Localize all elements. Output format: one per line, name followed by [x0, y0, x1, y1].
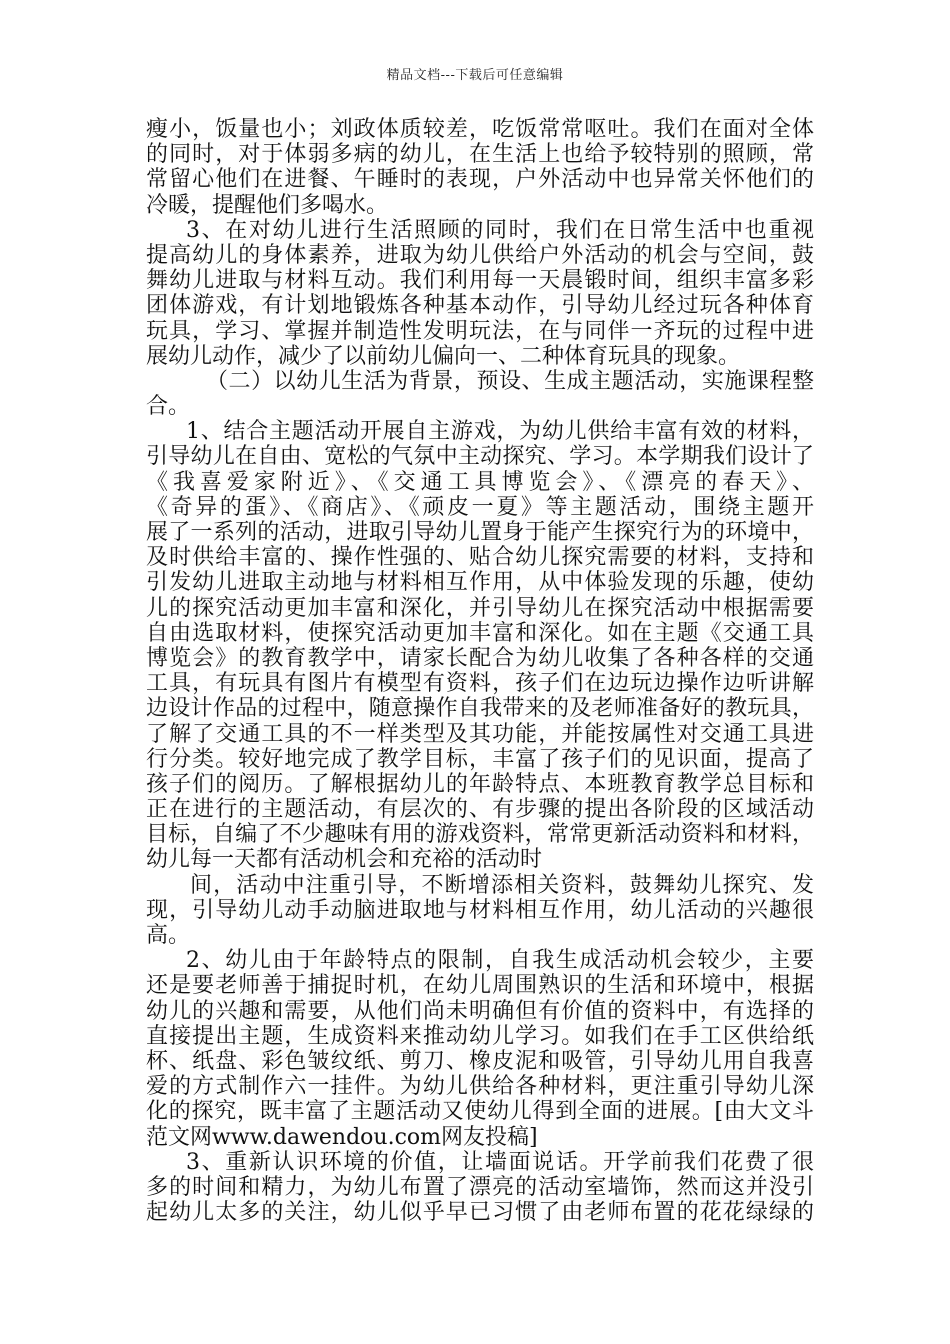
text-line: （二）以幼儿生活为背景，预设、生成主题活动，实施课程整 [206, 368, 814, 394]
text-line: 目标，自编了不少趣味有用的游戏资料，常常更新活动资料和材料， [146, 822, 814, 848]
text-line: 团体游戏，有计划地锻炼各种基本动作，引导幼儿经过玩各种体育 [146, 293, 814, 319]
text-line: 博览会》的教育教学中，请家长配合为幼儿收集了各种各样的交通 [146, 645, 814, 671]
text-line: 了解了交通工具的不一样类型及其功能，并能按属性对交通工具进 [146, 721, 814, 747]
text-line: 还是要老师善于捕捉时机，在幼儿周围熟识的生活和环境中，根据 [146, 973, 814, 999]
text-line: 直接提出主题，生成资料来推动幼儿学习。如我们在手工区供给纸 [146, 1023, 814, 1049]
text-line: 3、重新认识环境的价值，让墙面说话。开学前我们花费了很 [186, 1149, 814, 1175]
text-line: 幼儿的兴趣和需要，从他们尚未明确但有价值的资料中，有选择的 [146, 998, 814, 1024]
text-line: 展幼儿动作，减少了以前幼儿偏向一、二种体育玩具的现象。 [146, 343, 741, 369]
text-line: 及时供给丰富的、操作性强的、贴合幼儿探究需要的材料，支持和 [146, 545, 814, 571]
text-line: 爱的方式制作六一挂件。为幼儿供给各种材料，更注重引导幼儿深 [146, 1074, 814, 1100]
text-line: 展了一系列的活动，进取引导幼儿置身于能产生探究行为的环境中， [146, 520, 814, 545]
text-line: 杯、纸盘、彩色皱纹纸、剪刀、橡皮泥和吸管，引导幼儿用自我喜 [146, 1048, 814, 1074]
document-body [146, 117, 814, 1225]
text-line: 瘦小，饭量也小；刘政体质较差，吃饭常常呕吐。我们在面对全体 [146, 117, 814, 142]
text-line: 《我喜爱家附近》、《交通工具博览会》、《漂亮的春天》、 [146, 469, 814, 495]
text-line: 2、幼儿由于年龄特点的限制，自我生成活动机会较少，主要 [186, 948, 814, 974]
text-line: 孩子们的阅历。了解根据幼儿的年龄特点、本班教育教学总目标和 [146, 771, 814, 797]
text-line: 起幼儿太多的关注，幼儿似乎早已习惯了由老师布置的花花绿绿的 [146, 1200, 814, 1226]
text-line: 多的时间和精力，为幼儿布置了漂亮的活动室墙饰，然而这并没引 [146, 1174, 814, 1200]
text-line: 正在进行的主题活动，有层次的、有步骤的提出各阶段的区域活动 [146, 797, 814, 823]
text-line: 自由选取材料，使探究活动更加丰富和深化。如在主题《交通工具 [146, 620, 814, 646]
text-line: 幼儿每一天都有活动机会和充裕的活动时 [146, 847, 543, 873]
text-line: 间，活动中注重引导，不断增添相关资料，鼓舞幼儿探究、发 [190, 872, 814, 898]
text-line: 3、在对幼儿进行生活照顾的同时，我们在日常生活中也重视 [186, 217, 814, 243]
page-header: 精品文档---下载后可任意编辑 [386, 68, 564, 83]
text-line: 1、结合主题活动开展自主游戏，为幼儿供给丰富有效的材料， [186, 419, 814, 445]
text-line: 常留心他们在进餐、午睡时的表现，户外活动中也异常关怀他们的 [146, 167, 814, 193]
text-line: 高。 [146, 923, 191, 948]
text-line: 引导幼儿在自由、宽松的气氛中主动探究、学习。本学期我们设计了 [146, 444, 814, 470]
text-line: 儿的探究活动更加丰富和深化，并引导幼儿在探究活动中根据需要 [146, 595, 814, 621]
text-line: 合。 [146, 394, 191, 420]
text-line: 冷暖，提醒他们多喝水。 [146, 192, 389, 218]
text-line: 工具，有玩具有图片有模型有资料，孩子们在边玩边操作边听讲解 [146, 671, 814, 697]
text-line: 现，引导幼儿动手动脑进取地与材料相互作用，幼儿活动的兴趣很 [146, 897, 814, 923]
text-line: 《奇异的蛋》、《商店》、《顽皮一夏》等主题活动，围绕主题开 [146, 494, 814, 520]
text-line: 边设计作品的过程中，随意操作自我带来的及老师准备好的教玩具， [146, 696, 814, 722]
text-line: 化的探究，既丰富了主题活动又使幼儿得到全面的进展。[由大文斗 [146, 1099, 814, 1125]
text-line: 的同时，对于体弱多病的幼儿，在生活上也给予较特别的照顾，常 [146, 142, 814, 168]
text-line: 行分类。较好地完成了教学目标，丰富了孩子们的见识面，提高了 [146, 746, 814, 772]
text-line: 玩具，学习、掌握并制造性发明玩法，在与同伴一齐玩的过程中进 [146, 318, 814, 344]
text-line: 范文网www.dawendou.com网友投稿] [146, 1124, 538, 1150]
text-line: 提高幼儿的身体素养，进取为幼儿供给户外活动的机会与空间，鼓 [146, 242, 814, 268]
text-line: 引发幼儿进取主动地与材料相互作用，从中体验发现的乐趣，使幼 [146, 570, 814, 596]
text-line: 舞幼儿进取与材料互动。我们利用每一天晨锻时间，组织丰富多彩 [146, 268, 814, 294]
